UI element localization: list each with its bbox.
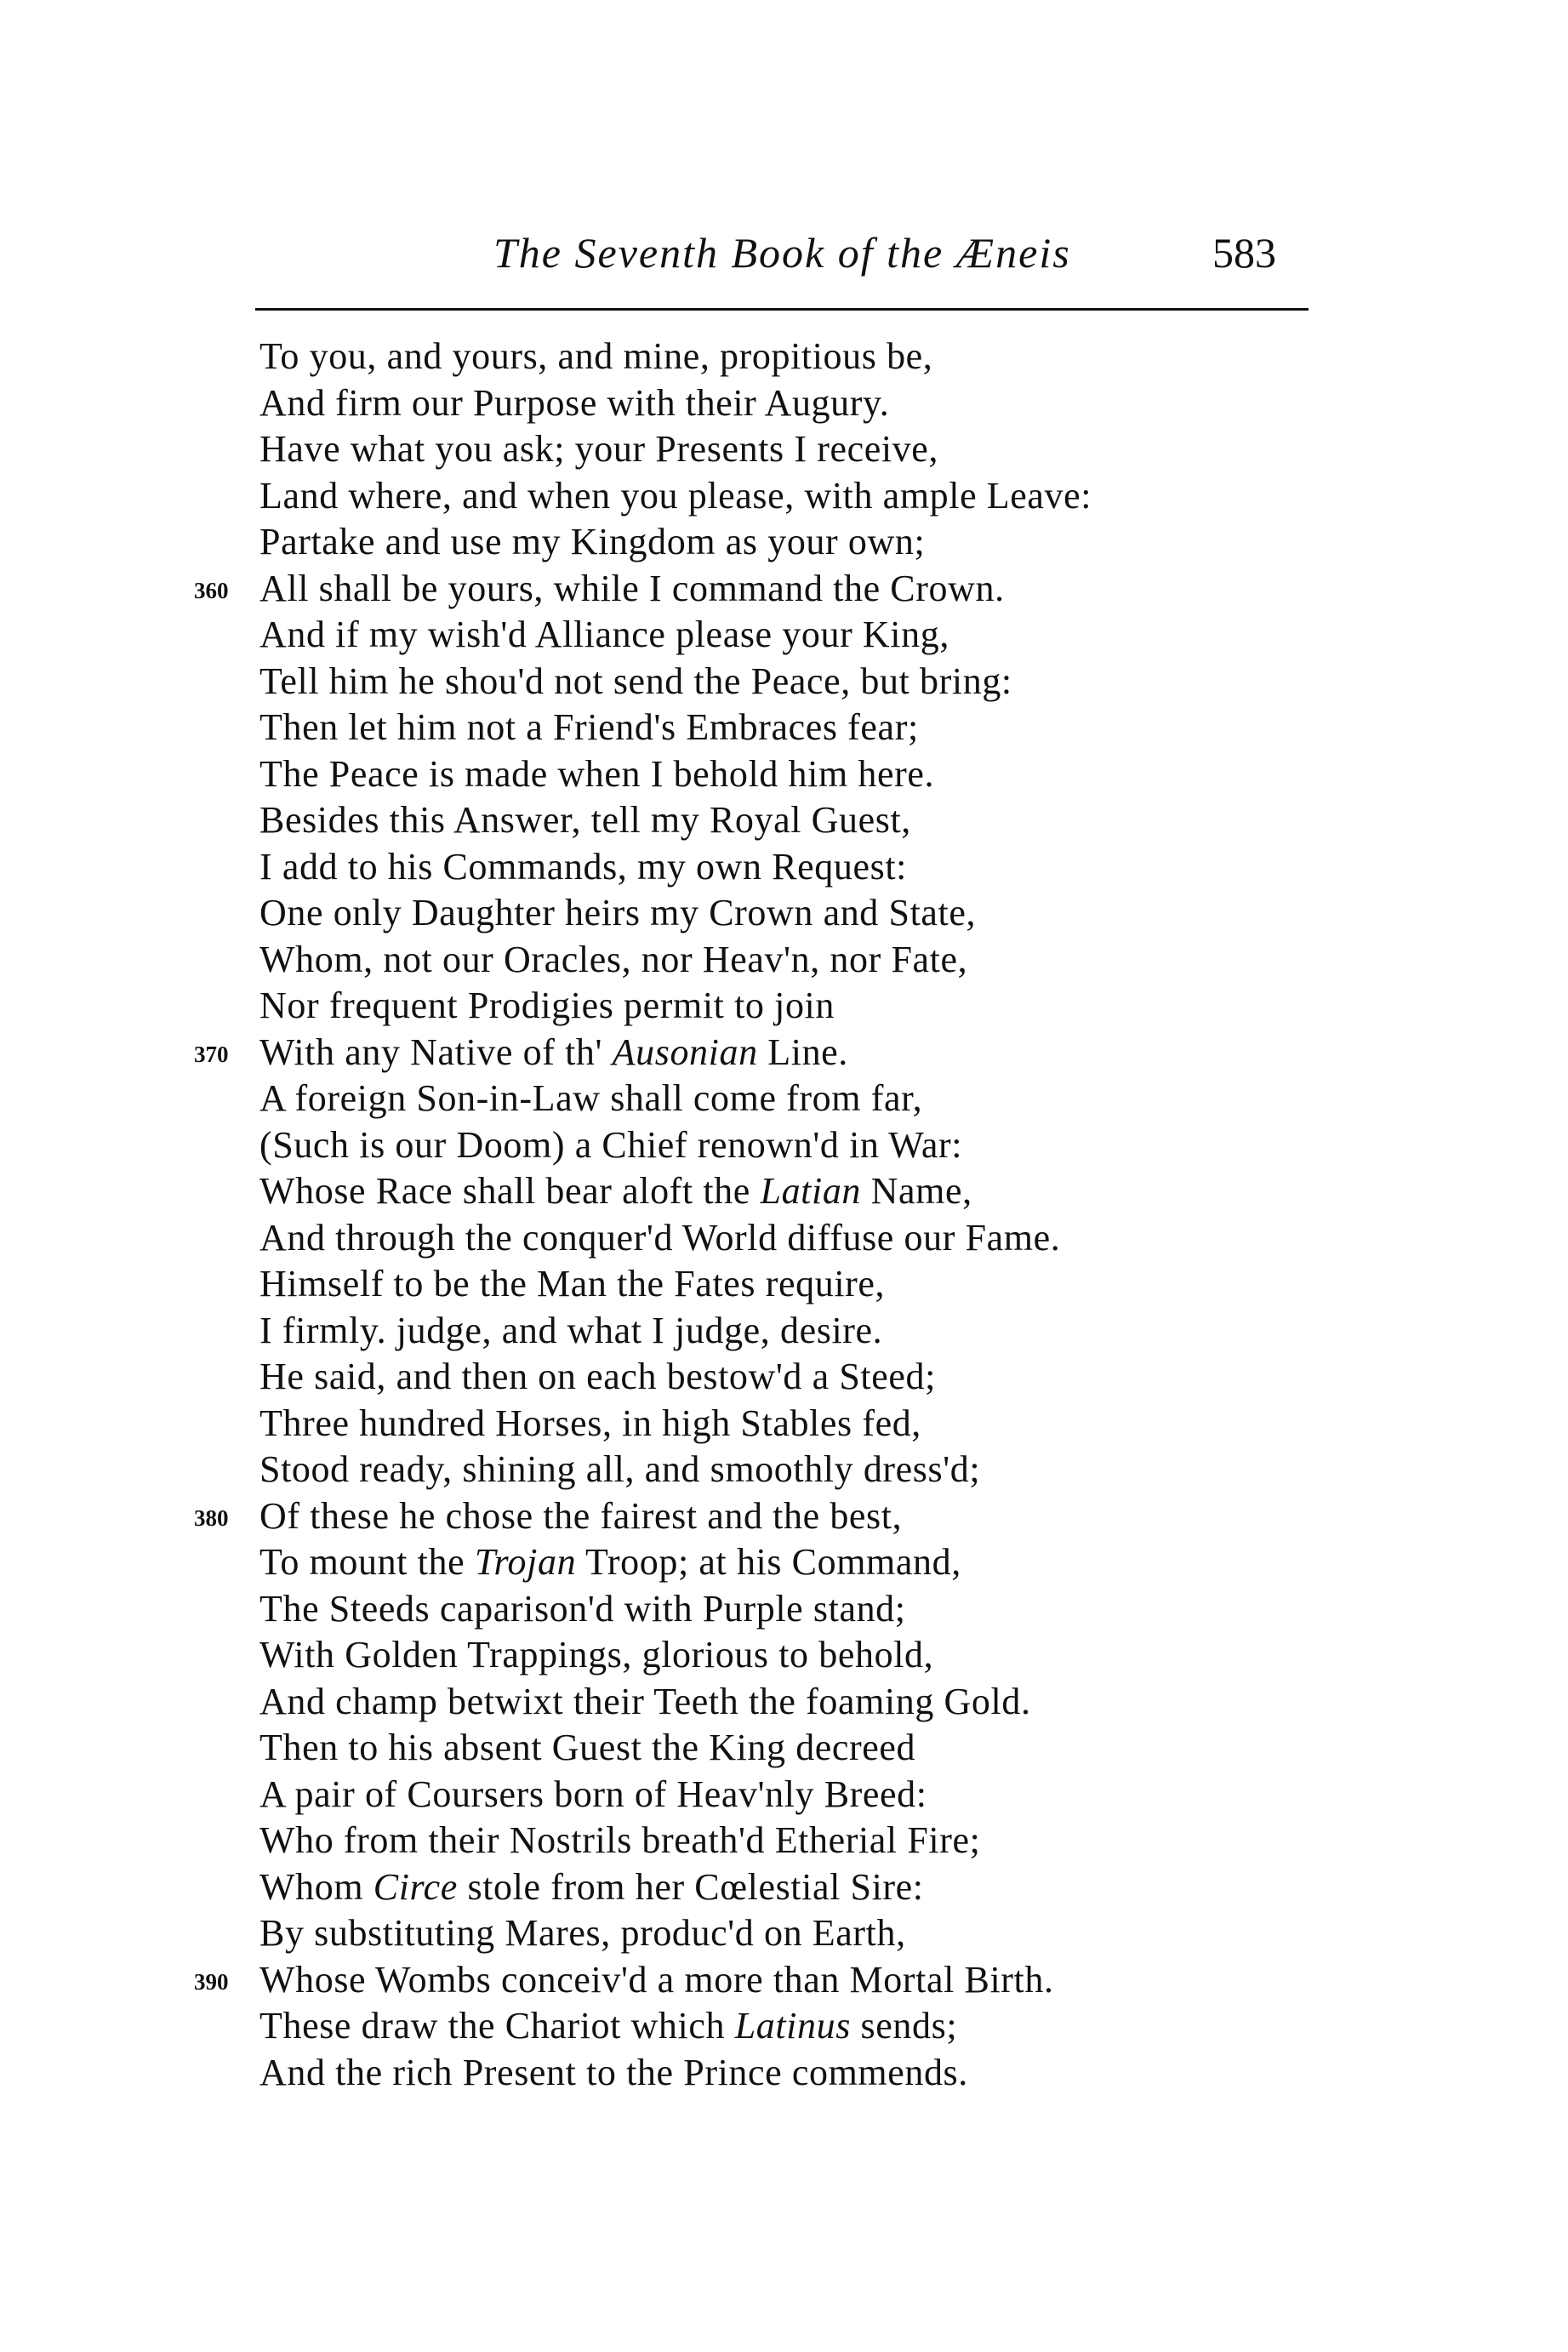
poem-line-text xyxy=(259,1957,1054,2004)
line-segment: To mount the xyxy=(259,1541,475,1583)
poem-line xyxy=(0,380,1568,427)
line-segment: A foreign Son-in-Law shall come from far, xyxy=(259,1077,923,1119)
poem-line-text xyxy=(259,1725,915,1772)
line-segment: One only Daughter heirs my Crown and State, xyxy=(259,892,977,933)
poem-line xyxy=(0,1679,1568,1726)
poem-line xyxy=(0,1030,1568,1076)
poem-line-text xyxy=(259,1261,885,1308)
line-segment: Land where, and when you please, with ample Leave: xyxy=(259,474,1092,517)
poem-line-text xyxy=(259,1122,962,1169)
line-segment: Line. xyxy=(757,1030,848,1073)
poem-line xyxy=(0,983,1568,1030)
poem-line xyxy=(0,1586,1568,1633)
poem-line-text xyxy=(259,983,835,1030)
poem-line xyxy=(0,1910,1568,1957)
poem-line xyxy=(0,1725,1568,1772)
poem-line-text xyxy=(259,1401,921,1447)
poem-line-text xyxy=(259,1447,980,1493)
line-segment: And firm our Purpose with their Augury. xyxy=(259,381,890,424)
poem-line-text xyxy=(259,1076,922,1122)
poem-line xyxy=(0,1632,1568,1679)
poem-line-text xyxy=(259,473,1092,520)
poem-line xyxy=(0,1539,1568,1586)
poem-line xyxy=(0,797,1568,844)
line-segment: Then to his absent Guest the King decreed xyxy=(259,1727,916,1768)
poem-line xyxy=(0,659,1568,705)
poem-line xyxy=(0,890,1568,937)
poem-line xyxy=(0,751,1568,798)
poem-line-text xyxy=(259,1354,936,1401)
italic-name: Latian xyxy=(760,1170,862,1212)
poem-line xyxy=(0,1354,1568,1401)
poem-line xyxy=(0,705,1568,751)
italic-name: Circe xyxy=(373,1865,458,1908)
line-segment: All shall be yours, while I command the Crown. xyxy=(259,567,1005,609)
poem-line-text xyxy=(259,1586,906,1633)
poem-line xyxy=(0,2050,1568,2097)
line-segment: Whose Race shall bear aloft the xyxy=(259,1170,761,1212)
line-segment: With any Native of th' xyxy=(259,1030,613,1073)
running-title: The Seventh Book of the Æneis xyxy=(493,229,1071,277)
poem-line-text xyxy=(259,2050,968,2097)
poem-line-text xyxy=(259,566,1005,613)
poem-line xyxy=(0,519,1568,566)
poem-line xyxy=(0,426,1568,473)
poem-line-text xyxy=(259,519,925,566)
line-segment: Have what you ask; your Presents I receive, xyxy=(259,428,938,470)
line-segment: Who from their Nostrils breath'd Etherial Fire; xyxy=(259,1819,981,1861)
poem-line xyxy=(0,566,1568,613)
line-segment: Himself to be the Man the Fates require, xyxy=(259,1263,886,1304)
poem-line-text xyxy=(259,1910,906,1957)
poem-line-text xyxy=(259,2003,957,2050)
line-number: 380 xyxy=(194,1504,229,1531)
line-segment: And through the conquer'd World diffuse our Fame. xyxy=(259,1216,1061,1259)
poem-body xyxy=(0,334,1568,2096)
line-segment: Nor frequent Prodigies permit to join xyxy=(259,985,835,1026)
line-segment: (Such is our Doom) a Chief renown'd in War: xyxy=(259,1123,963,1166)
italic-name: Trojan xyxy=(474,1541,577,1583)
line-number: 370 xyxy=(194,1041,229,1067)
line-segment: I add to his Commands, my own Request: xyxy=(259,845,907,888)
poem-line-text xyxy=(259,1772,927,1818)
line-segment: Three hundred Horses, in high Stables fed, xyxy=(259,1401,921,1444)
poem-line-text xyxy=(259,890,976,937)
poem-line xyxy=(0,1772,1568,1818)
poem-line-text xyxy=(259,612,949,659)
line-segment: Stood ready, shining all, and smoothly dress'd; xyxy=(259,1448,981,1490)
poem-line xyxy=(0,2003,1568,2050)
poem-line xyxy=(0,612,1568,659)
poem-line xyxy=(0,1261,1568,1308)
poem-line-text xyxy=(259,1308,882,1355)
line-segment: With Golden Trappings, glorious to behold, xyxy=(259,1634,934,1676)
header-rule xyxy=(255,308,1309,311)
poem-line-text xyxy=(259,705,919,751)
poem-line xyxy=(0,1401,1568,1447)
line-segment: Whom, not our Oracles, nor Heav'n, nor Fate, xyxy=(259,938,968,980)
line-segment: The Steeds caparison'd with Purple stand; xyxy=(259,1587,906,1630)
line-segment: And champ betwixt their Teeth the foaming Gold. xyxy=(259,1680,1031,1722)
poem-line-text xyxy=(259,1632,933,1679)
poem-line xyxy=(0,844,1568,891)
poem-line xyxy=(0,1493,1568,1540)
poem-line xyxy=(0,937,1568,984)
line-segment: Tell him he shou'd not send the Peace, but bring: xyxy=(259,659,1012,702)
line-segment: To you, and yours, and mine, propitious be, xyxy=(259,335,933,377)
line-segment: A pair of Coursers born of Heav'nly Breed: xyxy=(259,1773,927,1815)
line-segment: Of these he chose the fairest and the best, xyxy=(259,1494,903,1537)
line-segment: The Peace is made when I behold him here. xyxy=(259,752,935,795)
line-segment: By substituting Mares, produc'd on Earth, xyxy=(259,1912,906,1954)
poem-line-text xyxy=(259,426,938,473)
line-segment: Then let him not a Friend's Embraces fear; xyxy=(259,706,919,748)
italic-name: Latinus xyxy=(734,2005,851,2047)
page-number: 583 xyxy=(1212,229,1276,277)
poem-line-text xyxy=(259,1679,1031,1726)
poem-line xyxy=(0,1864,1568,1911)
poem-line xyxy=(0,1818,1568,1864)
italic-name: Ausonian xyxy=(612,1030,758,1073)
poem-line-text xyxy=(259,1818,980,1864)
poem-line-text xyxy=(259,1493,902,1540)
line-segment: And the rich Present to the Prince commends. xyxy=(259,2051,968,2093)
poem-line-text xyxy=(259,1539,961,1586)
poem-line-text xyxy=(259,334,932,380)
poem-line-text xyxy=(259,1215,1060,1262)
line-segment: He said, and then on each bestow'd a Steed; xyxy=(259,1356,936,1397)
line-number: 390 xyxy=(194,1968,229,1995)
line-segment: stole from her Cœlestial Sire: xyxy=(457,1865,924,1908)
line-segment: Whom xyxy=(259,1865,373,1908)
line-segment: These draw the Chariot which xyxy=(259,2005,735,2047)
line-segment: I firmly. judge, and what I judge, desire. xyxy=(259,1309,883,1351)
poem-line xyxy=(0,1168,1568,1215)
poem-line xyxy=(0,1122,1568,1169)
poem-line-text xyxy=(259,1030,848,1076)
poem-line-text xyxy=(259,844,907,891)
line-segment: Troop; at his Command, xyxy=(576,1541,961,1583)
poem-line xyxy=(0,1957,1568,2004)
poem-line xyxy=(0,334,1568,380)
line-segment: Partake and use my Kingdom as your own; xyxy=(259,521,926,562)
poem-line-text xyxy=(259,937,967,984)
poem-line-text xyxy=(259,1864,924,1911)
poem-line xyxy=(0,1215,1568,1262)
poem-line-text xyxy=(259,797,911,844)
poem-line-text xyxy=(259,659,1012,705)
line-segment: sends; xyxy=(850,2005,958,2047)
line-segment: Name, xyxy=(861,1170,972,1212)
line-segment: Besides this Answer, tell my Royal Guest, xyxy=(259,799,911,841)
poem-line xyxy=(0,1447,1568,1493)
poem-line xyxy=(0,473,1568,520)
poem-line xyxy=(0,1076,1568,1122)
poem-line-text xyxy=(259,380,889,427)
poem-line-text xyxy=(259,751,934,798)
poem-line xyxy=(0,1308,1568,1355)
line-segment: Whose Wombs conceiv'd a more than Mortal Birth. xyxy=(259,1958,1054,2001)
line-segment: And if my wish'd Alliance please your King, xyxy=(259,614,949,655)
line-number: 360 xyxy=(194,577,229,603)
poem-line-text xyxy=(259,1168,972,1215)
